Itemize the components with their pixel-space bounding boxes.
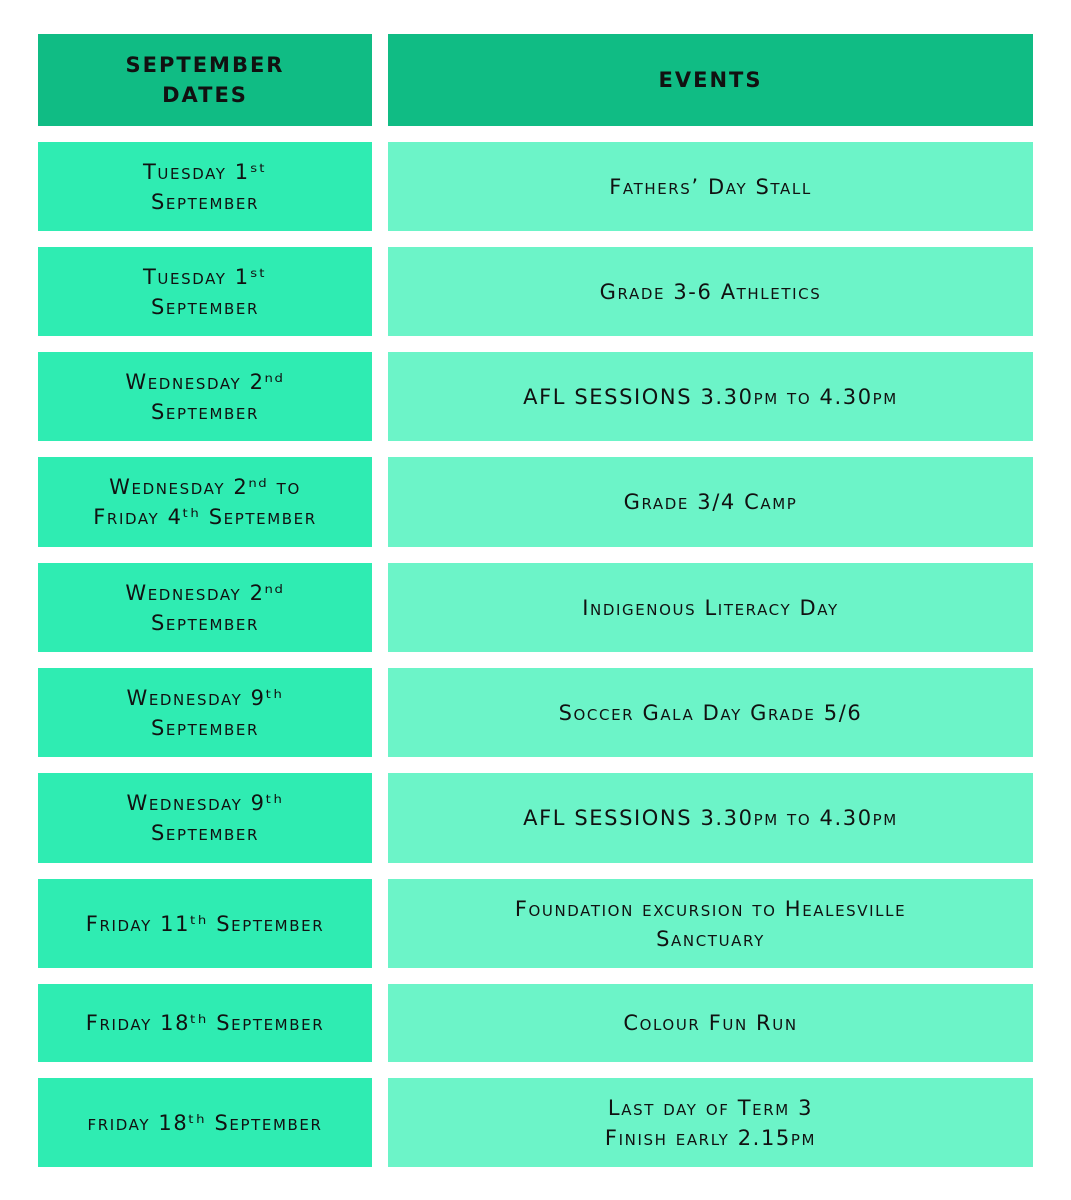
row-date: Wednesday 2ⁿᵈ September [38, 352, 372, 441]
row-event: AFL SESSIONS 3.30pm to 4.30pm [388, 352, 1033, 441]
row-date: Wednesday 2ⁿᵈ to Friday 4ᵗʰ September [38, 457, 372, 547]
row-event: AFL SESSIONS 3.30pm to 4.30pm [388, 773, 1033, 863]
header-events: EVENTS [388, 34, 1033, 126]
row-date: Wednesday 2ⁿᵈ September [38, 563, 372, 652]
row-event: Grade 3-6 Athletics [388, 247, 1033, 336]
row-date: Wednesday 9ᵗʰ September [38, 773, 372, 863]
row-date: Friday 18ᵗʰ September [38, 984, 372, 1062]
row-event: Colour Fun Run [388, 984, 1033, 1062]
row-date: Tuesday 1ˢᵗ September [38, 142, 372, 231]
row-event: Grade 3/4 Camp [388, 457, 1033, 547]
row-event: Last day of Term 3 Finish early 2.15pm [388, 1078, 1033, 1167]
row-event: Indigenous Literacy Day [388, 563, 1033, 652]
row-date: Friday 11ᵗʰ September [38, 879, 372, 968]
row-event: Fathers’ Day Stall [388, 142, 1033, 231]
row-event: Foundation excursion to Healesville Sanctuary [388, 879, 1033, 968]
header-dates: SEPTEMBER DATES [38, 34, 372, 126]
row-date: Wednesday 9ᵗʰ September [38, 668, 372, 757]
row-date: friday 18ᵗʰ September [38, 1078, 372, 1167]
row-event: Soccer Gala Day Grade 5/6 [388, 668, 1033, 757]
row-date: Tuesday 1ˢᵗ September [38, 247, 372, 336]
